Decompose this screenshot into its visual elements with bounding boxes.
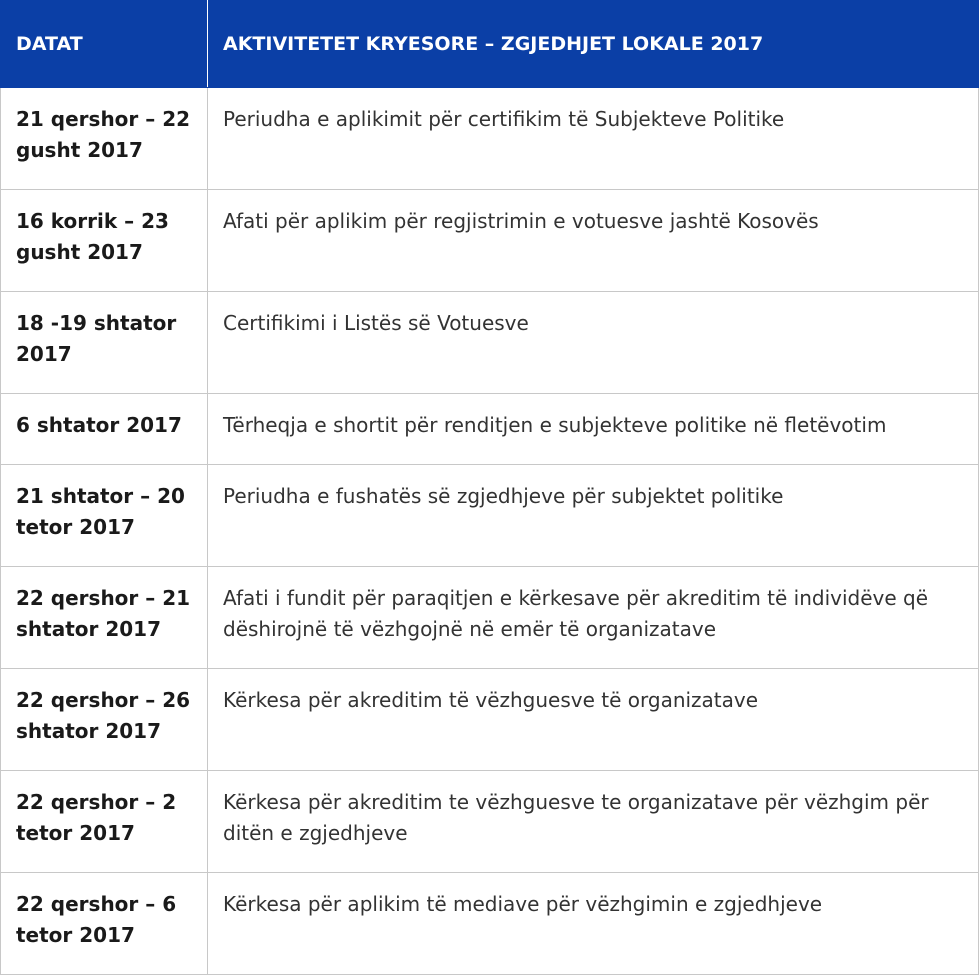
date-cell: 22 qershor – 21 shtator 2017 bbox=[1, 567, 208, 669]
table-row bbox=[1, 669, 979, 771]
date-cell: 22 qershor – 26 shtator 2017 bbox=[1, 669, 208, 771]
date-cell: 21 qershor – 22 gusht 2017 bbox=[1, 88, 208, 190]
date-cell: 16 korrik – 23 gusht 2017 bbox=[1, 190, 208, 292]
activity-cell: Periudha e fushatës së zgjedhjeve për subjektet politike bbox=[208, 465, 979, 567]
table-row bbox=[1, 88, 979, 190]
activity-column-header: AKTIVITETET KRYESORE – ZGJEDHJET LOKALE 2017 bbox=[208, 1, 979, 88]
date-cell: 21 shtator – 20 tetor 2017 bbox=[1, 465, 208, 567]
activity-cell: Periudha e aplikimit për certifikim të Subjekteve Politike bbox=[208, 88, 979, 190]
activity-cell: Tërheqja e shortit për renditjen e subjekteve politike në fletëvotim bbox=[208, 394, 979, 465]
header-row bbox=[1, 1, 979, 88]
activity-cell: Kërkesa për akreditim të vëzhguesve të organizatave bbox=[208, 669, 979, 771]
date-cell: 22 qershor – 2 tetor 2017 bbox=[1, 771, 208, 873]
table-row bbox=[1, 190, 979, 292]
date-cell: 6 shtator 2017 bbox=[1, 394, 208, 465]
table-row bbox=[1, 567, 979, 669]
table-row bbox=[1, 394, 979, 465]
table-row bbox=[1, 873, 979, 975]
activity-cell: Kërkesa për akreditim te vëzhguesve te organizatave për vëzhgim për ditën e zgjedhjeve bbox=[208, 771, 979, 873]
date-cell: 22 qershor – 6 tetor 2017 bbox=[1, 873, 208, 975]
table-header bbox=[1, 1, 979, 88]
activity-cell: Certifikimi i Listës së Votuesve bbox=[208, 292, 979, 394]
date-cell: 18 -19 shtator 2017 bbox=[1, 292, 208, 394]
date-column-header: DATAT bbox=[1, 1, 208, 88]
table-row bbox=[1, 771, 979, 873]
table-body bbox=[1, 88, 979, 975]
activity-cell: Afati i fundit për paraqitjen e kërkesave për akreditim të individëve që dëshirojnë të vëzhgojnë në emër të organizatave bbox=[208, 567, 979, 669]
activity-cell: Kërkesa për aplikim të mediave për vëzhgimin e zgjedhjeve bbox=[208, 873, 979, 975]
table-row bbox=[1, 465, 979, 567]
activity-cell: Afati për aplikim për regjistrimin e votuesve jashtë Kosovës bbox=[208, 190, 979, 292]
table-row bbox=[1, 292, 979, 394]
